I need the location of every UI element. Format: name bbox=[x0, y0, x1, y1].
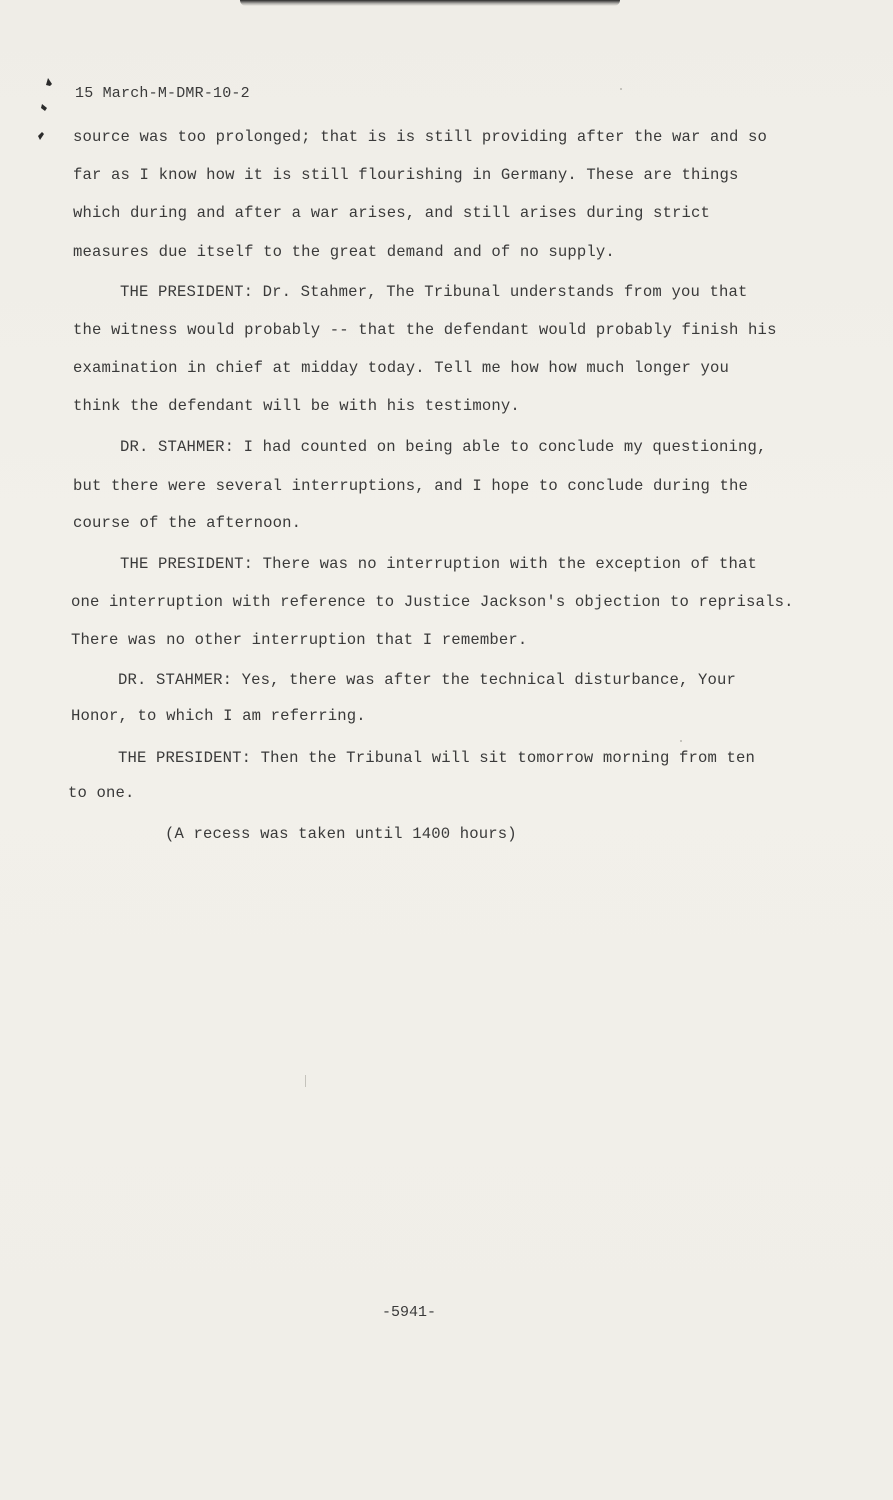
text-line: DR. STAHMER: I had counted on being able to conclude my questioning, bbox=[120, 438, 767, 456]
text-line: to one. bbox=[68, 784, 135, 802]
text-line: far as I know how it is still flourishing in Germany. These are things bbox=[73, 166, 739, 184]
text-line: one interruption with reference to Justice Jackson's objection to reprisals. bbox=[71, 593, 794, 611]
paper-speck bbox=[620, 88, 622, 90]
recess-note: (A recess was taken until 1400 hours) bbox=[165, 825, 517, 843]
paper-speck bbox=[305, 1075, 306, 1087]
text-line: which during and after a war arises, and still arises during strict bbox=[73, 204, 711, 222]
paper-speck bbox=[680, 740, 682, 742]
text-line: course of the afternoon. bbox=[73, 514, 302, 532]
page-number: -5941- bbox=[382, 1304, 437, 1321]
text-line: THE PRESIDENT: There was no interruption with the exception of that bbox=[120, 555, 758, 573]
text-line: THE PRESIDENT: Then the Tribunal will sit tomorrow morning from ten bbox=[118, 749, 756, 767]
text-line: think the defendant will be with his testimony. bbox=[73, 397, 520, 415]
text-line: Honor, to which I am referring. bbox=[71, 707, 366, 725]
text-line: There was no other interruption that I remember. bbox=[71, 631, 528, 649]
text-line: but there were several interruptions, and I hope to conclude during the bbox=[73, 477, 749, 495]
document-header: 15 March-M-DMR-10-2 bbox=[75, 85, 250, 102]
text-line: examination in chief at midday today. Tell me how how much longer you bbox=[73, 359, 730, 377]
text-line: the witness would probably -- that the defendant would probably finish his bbox=[73, 321, 777, 339]
text-line: measures due itself to the great demand and of no supply. bbox=[73, 243, 615, 261]
text-line: THE PRESIDENT: Dr. Stahmer, The Tribunal understands from you that bbox=[120, 283, 748, 301]
text-line: source was too prolonged; that is is still providing after the war and so bbox=[73, 128, 768, 146]
punch-marks bbox=[36, 78, 56, 148]
page-top-shadow bbox=[240, 0, 620, 6]
text-line: DR. STAHMER: Yes, there was after the technical disturbance, Your bbox=[118, 671, 737, 689]
